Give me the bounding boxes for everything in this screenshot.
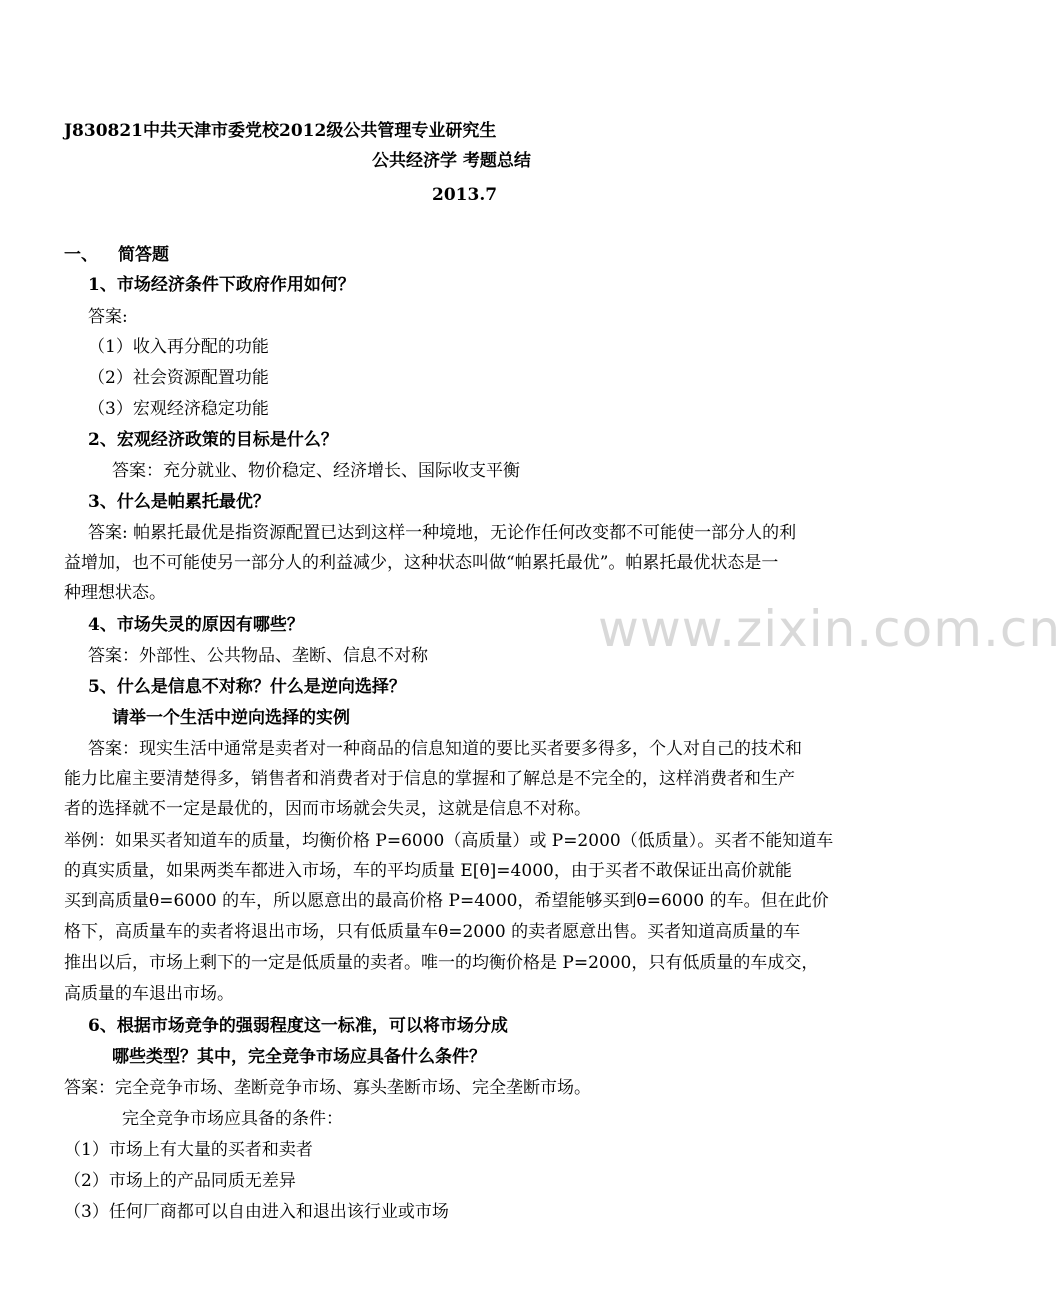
q5-example-line-6: 高质量的车退出市场。 [64,984,234,1004]
q5-answer-line-1: 答案：现实生活中通常是卖者对一种商品的信息知道的要比买者要多得多，个人对自己的技术和 [88,739,802,759]
q5-title: 5、什么是信息不对称？什么是逆向选择？ [88,677,406,697]
q1-item-2: （2）社会资源配置功能 [88,368,269,388]
header-date: 2013.7 [432,185,498,205]
q5-example-line-2: 的真实质量，如果两类车都进入市场，车的平均质量 E[θ]=4000，由于买者不敢保证出高价就能 [64,861,792,881]
q6-title-2: 哪些类型？其中，完全竞争市场应具备什么条件？ [112,1047,486,1067]
q5-answer-line-3: 者的选择就不一定是最优的，因而市场就会失灵，这就是信息不对称。 [64,799,591,819]
q6-condition-1: （1）市场上有大量的买者和卖者 [64,1140,313,1160]
q5-example-line-4: 格下，高质量车的卖者将退出市场，只有低质量车θ=2000 的卖者愿意出售。买者知道高质量的车 [64,922,801,942]
q2-title: 2、宏观经济政策的目标是什么？ [88,430,338,450]
q4-answer: 答案：外部性、公共物品、垄断、信息不对称 [88,646,428,666]
watermark: www.zixin.com.cn [598,600,1061,658]
q6-condition-2: （2）市场上的产品同质无差异 [64,1171,296,1191]
q6-condition-3: （3）任何厂商都可以自由进入和退出该行业或市场 [64,1202,449,1222]
section-number: 一、 [64,245,98,265]
q3-title: 3、什么是帕累托最优？ [88,492,270,512]
q3-line-1: 答案: 帕累托最优是指资源配置已达到这样一种境地，无论作任何改变都不可能使一部分人的利 [88,523,797,543]
q6-title: 6、根据市场竞争的强弱程度这一标准，可以将市场分成 [88,1016,508,1036]
q4-title: 4、市场失灵的原因有哪些？ [88,615,304,635]
q5-title-2: 请举一个生活中逆向选择的实例 [112,708,350,728]
q5-example-line-3: 买到高质量θ=6000 的车，所以愿意出的最高价格 P=4000，希望能够买到θ=6000 的车。但在此价 [64,891,829,911]
q1-item-3: （3）宏观经济稳定功能 [88,399,269,419]
section-title: 简答题 [118,245,169,265]
q1-item-1: （1）收入再分配的功能 [88,337,269,357]
q1-answer-label: 答案: [88,307,128,327]
header-line1: J830821中共天津市委党校2012级公共管理专业研究生 [64,121,497,141]
q3-line-2: 益增加，也不可能使另一部分人的利益减少，这种状态叫做“帕累托最优”。帕累托最优状态是一 [64,553,779,573]
q2-answer: 答案：充分就业、物价稳定、经济增长、国际收支平衡 [112,461,520,481]
q3-line-3: 种理想状态。 [64,583,166,603]
q5-example-line-5: 推出以后，市场上剩下的一定是低质量的卖者。唯一的均衡价格是 P=2000，只有低质量的车成交， [64,953,819,973]
q5-example-line-1: 举例：如果买者知道车的质量，均衡价格 P=6000（高质量）或 P=2000（低质量）。买者不能知道车 [64,831,834,851]
q1-title: 1、市场经济条件下政府作用如何？ [88,275,355,295]
q5-answer-line-2: 能力比雇主要清楚得多，销售者和消费者对于信息的掌握和了解总是不完全的，这样消费者和生产 [64,769,795,789]
q6-conditions-label: 完全竞争市场应具备的条件： [122,1109,343,1129]
header-line2: 公共经济学 考题总结 [372,151,531,171]
q6-answer: 答案：完全竞争市场、垄断竞争市场、寡头垄断市场、完全垄断市场。 [64,1078,591,1098]
